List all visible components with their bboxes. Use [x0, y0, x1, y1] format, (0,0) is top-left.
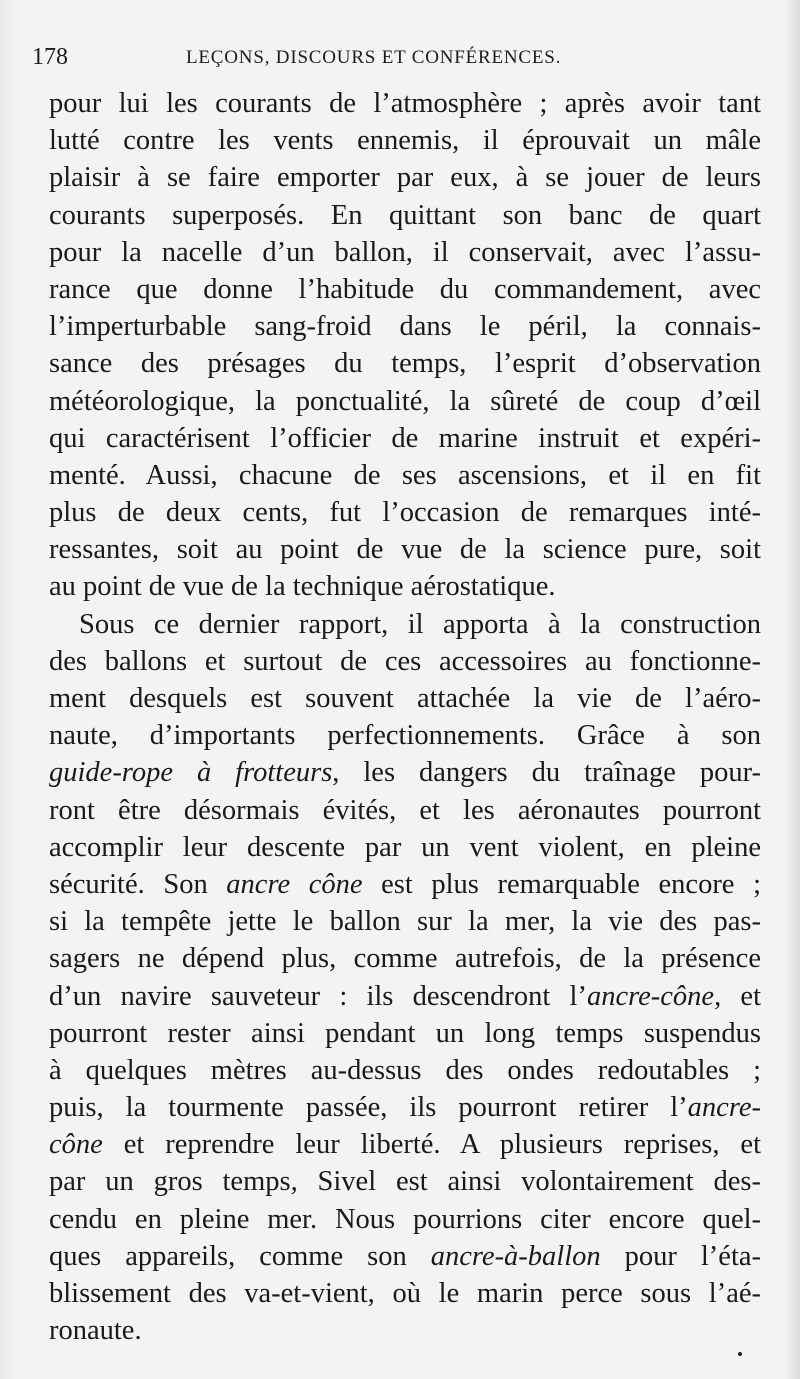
text-run: pourront rester ainsi pendant un long temps suspendus	[49, 1017, 761, 1049]
text-run: est plus remarquable encore ;	[362, 868, 761, 900]
text-line	[49, 122, 761, 159]
text-line	[49, 903, 761, 940]
text-line	[49, 1201, 761, 1238]
text-line	[49, 717, 761, 754]
italic-term: guide-rope à frotteurs	[49, 757, 333, 789]
text-run: courants superposés. En quittant son banc de quart	[49, 199, 761, 231]
italic-term: ancre-	[687, 1092, 761, 1124]
page-number: 178	[32, 44, 68, 70]
text-run: cendu en pleine mer. Nous pourrions citer encore quel-	[49, 1203, 761, 1235]
italic-term: ancre-à-ballon	[430, 1240, 601, 1272]
text-run: accomplir leur descente par un vent violent, en pleine	[49, 831, 761, 863]
text-line	[49, 1052, 761, 1089]
text-run: au point de vue de la technique aérostatique.	[49, 571, 556, 603]
scan-shadow-right	[786, 0, 800, 1379]
text-run: l’imperturbable sang-froid dans le péril, la connais-	[49, 311, 761, 343]
text-run: pour la nacelle d’un ballon, il conservait, avec l’assu-	[49, 236, 761, 268]
text-run: , les dangers du traînage pour-	[332, 757, 761, 789]
text-line	[49, 494, 761, 531]
text-run: si la tempête jette le ballon sur la mer, la vie des pas-	[49, 906, 761, 938]
text-line	[49, 1126, 761, 1163]
text-line	[49, 308, 761, 345]
text-line	[49, 792, 761, 829]
text-run: plaisir à se faire emporter par eux, à se jouer de leurs	[49, 162, 761, 194]
italic-term: cône	[49, 1129, 103, 1161]
text-line	[49, 1275, 761, 1312]
text-line	[49, 754, 761, 791]
text-run: naute, d’importants perfectionnements. Grâce à son	[49, 720, 761, 752]
running-head: LEÇONS, DISCOURS ET CONFÉRENCES.	[186, 47, 562, 68]
text-run: qui caractérisent l’officier de marine instruit et expéri-	[49, 422, 761, 454]
text-run: ronaute.	[49, 1315, 142, 1347]
text-run: ressantes, soit au point de vue de la science pure, soit	[49, 534, 761, 566]
text-line	[49, 85, 761, 122]
text-run: ront être désormais évités, et les aéronautes pourront	[49, 794, 761, 826]
text-run: météorologique, la ponctualité, la sûreté de coup d’œil	[49, 385, 761, 417]
text-run: des ballons et surtout de ces accessoires au fonctionne-	[49, 645, 761, 677]
text-run: et reprendre leur liberté. A plusieurs reprises, et	[102, 1129, 761, 1161]
text-run: puis, la tourmente passée, ils pourront retirer l’	[49, 1092, 688, 1124]
text-line	[49, 345, 761, 382]
text-run: sagers ne dépend plus, comme autrefois, de la présence	[49, 943, 761, 975]
text-line	[49, 234, 761, 271]
text-line	[49, 420, 761, 457]
text-run: ment desquels est souvent attachée la vie de l’aéro-	[49, 683, 761, 714]
italic-term: ancre-cône	[586, 980, 715, 1012]
text-line	[49, 866, 761, 903]
paragraph-end-line	[49, 568, 761, 605]
text-line	[49, 829, 761, 866]
text-line	[49, 457, 761, 494]
text-run: pour lui les courants de l’atmosphère ; après avoir tant	[49, 88, 761, 119]
text-run: rance que donne l’habitude du commandement, avec	[49, 273, 761, 305]
text-run: plus de deux cents, fut l’occasion de remarques inté-	[49, 497, 761, 529]
text-run: pour l’éta-	[600, 1240, 761, 1272]
page-header	[30, 44, 770, 72]
body-text	[49, 85, 761, 1349]
ink-speck	[738, 1352, 742, 1356]
text-line	[49, 1015, 761, 1052]
text-run: sécurité. Son	[49, 868, 227, 900]
paragraph-end-line	[49, 1312, 761, 1349]
text-run: ques appareils, comme son	[49, 1240, 431, 1272]
text-line	[49, 383, 761, 420]
text-run: blissement des va-et-vient, où le marin perce sous l’aé-	[49, 1278, 761, 1309]
text-run: par un gros temps, Sivel est ainsi volontairement des-	[49, 1166, 761, 1198]
text-line	[49, 1238, 761, 1275]
text-line	[49, 680, 761, 717]
text-run: sance des présages du temps, l’esprit d’observation	[49, 348, 761, 380]
text-run: lutté contre les vents ennemis, il éprouvait un mâle	[49, 125, 761, 157]
text-run: Sous ce dernier rapport, il apporta à la construction	[79, 608, 761, 640]
italic-term: ancre cône	[226, 868, 363, 900]
text-line	[49, 159, 761, 196]
scan-shadow-left	[0, 0, 14, 1379]
text-line	[49, 1163, 761, 1200]
text-run: d’un navire sauveteur : ils descendront l’	[49, 980, 587, 1012]
text-line	[49, 271, 761, 308]
paragraph-start-line	[49, 606, 761, 643]
text-line	[49, 1089, 761, 1126]
text-line	[49, 197, 761, 234]
text-line	[49, 940, 761, 977]
text-line	[49, 531, 761, 568]
text-line	[49, 643, 761, 680]
text-run: menté. Aussi, chacune de ses ascensions, et il en fit	[49, 459, 761, 491]
text-line	[49, 978, 761, 1015]
text-run: à quelques mètres au-dessus des ondes redoutables ;	[49, 1054, 761, 1086]
text-run: , et	[714, 980, 761, 1012]
